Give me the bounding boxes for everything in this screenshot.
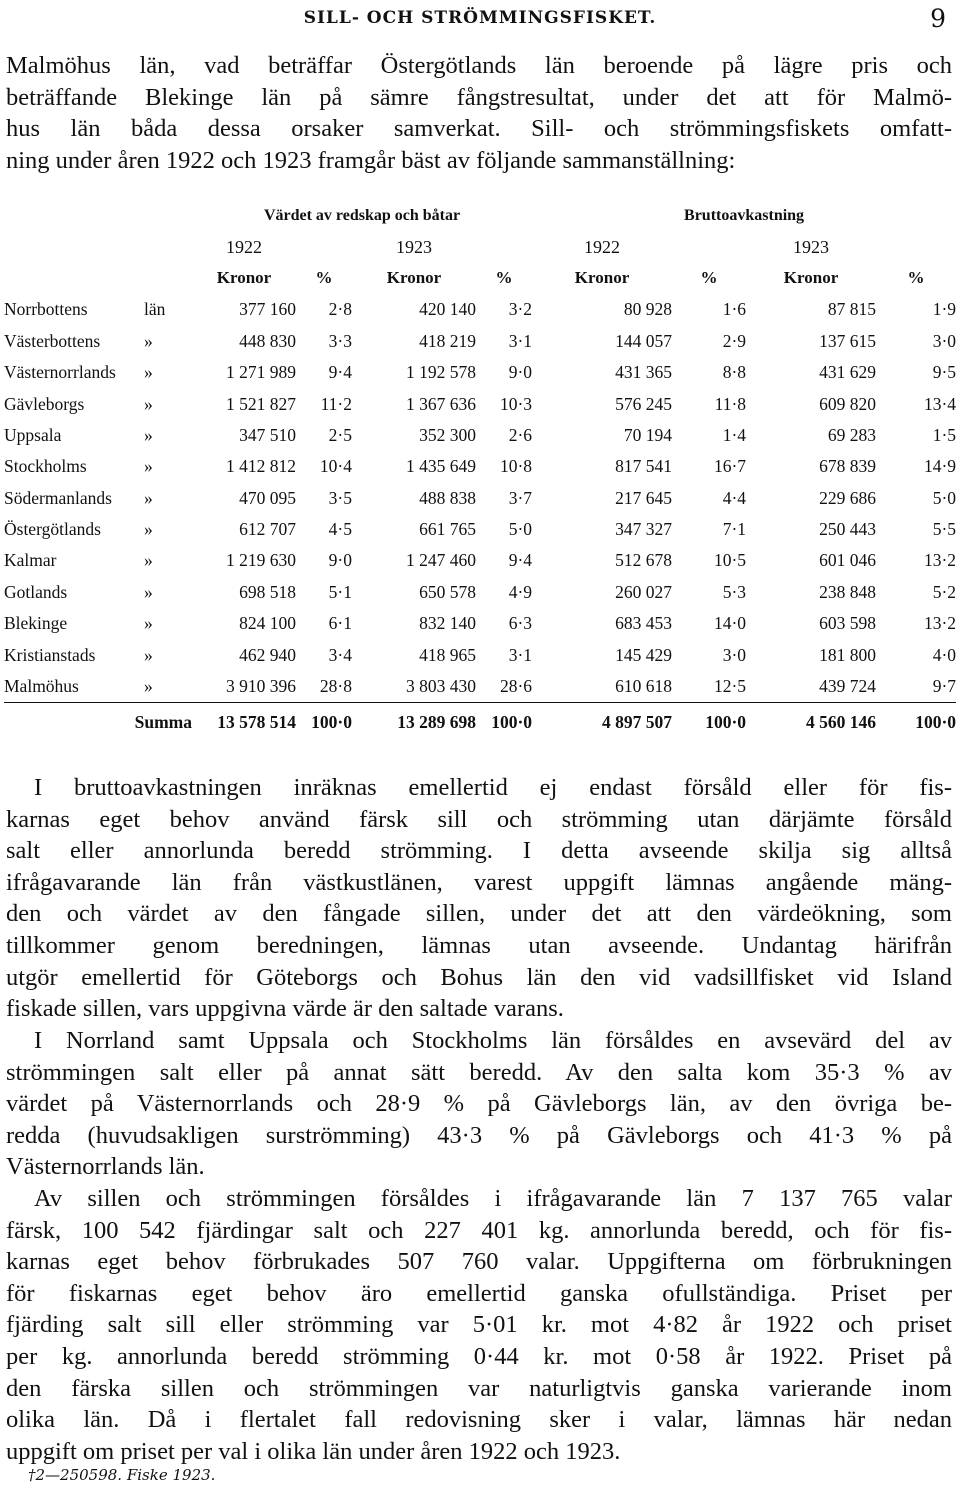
gear-percent-1923: 4·9 bbox=[508, 581, 533, 602]
gross-percent-1923: 5·2 bbox=[932, 581, 957, 602]
summa-percent: 100·0 bbox=[915, 711, 957, 732]
gear-percent-1922: 6·1 bbox=[328, 613, 352, 634]
summa-row bbox=[4, 703, 956, 742]
gear-percent-1923: 5·0 bbox=[508, 519, 533, 540]
gear-percent-1923: 9·4 bbox=[508, 550, 533, 571]
text-line: beträffande Blekinge län på sämre fångstresultat, under det att för Malmö- bbox=[6, 83, 952, 111]
text-line: fiskade sillen, vars uppgivna värde är den saltade varans. bbox=[6, 995, 564, 1023]
county-suffix: » bbox=[144, 519, 153, 540]
gross-percent-1922: 10·5 bbox=[713, 550, 747, 571]
text-line: utgör emellertid för Göteborgs och Bohus län den vid vadsillfisket vid Island bbox=[6, 963, 952, 991]
summa-label: Summa bbox=[134, 711, 192, 732]
year-header: 1923 bbox=[793, 236, 830, 257]
table-row bbox=[4, 357, 956, 388]
gross-value-1923: 69 283 bbox=[827, 424, 877, 445]
gross-value-1922: 260 027 bbox=[615, 581, 673, 602]
paragraph-intro bbox=[6, 50, 952, 176]
text-line: ning under åren 1922 och 1923 framgår bäst av följande sammanställning: bbox=[6, 146, 736, 174]
gear-value-1922: 1 521 827 bbox=[226, 393, 296, 414]
county-name: Kalmar bbox=[4, 550, 57, 571]
county-suffix: » bbox=[144, 487, 153, 508]
gear-percent-1922: 9·4 bbox=[328, 362, 352, 383]
gear-percent-1922: 9·0 bbox=[328, 550, 352, 571]
gear-value-1922: 347 510 bbox=[239, 424, 296, 445]
gear-value-1923: 418 965 bbox=[419, 644, 476, 665]
unit-header: % bbox=[700, 268, 718, 288]
gross-percent-1923: 13·4 bbox=[923, 393, 957, 414]
gross-value-1923: 601 046 bbox=[819, 550, 877, 571]
gross-percent-1922: 16·7 bbox=[713, 456, 747, 477]
summa-value: 13 578 514 bbox=[217, 711, 296, 732]
gear-percent-1922: 3·3 bbox=[328, 330, 352, 351]
text-line: ifrågavarande län från västkustlänen, varest uppgift lämnas angående mäng- bbox=[6, 868, 952, 896]
gear-value-1922: 824 100 bbox=[239, 613, 296, 634]
gross-percent-1922: 14·0 bbox=[713, 613, 747, 634]
gross-percent-1923: 13·2 bbox=[923, 613, 957, 634]
county-suffix: » bbox=[144, 424, 153, 445]
gross-value-1922: 70 194 bbox=[623, 424, 673, 445]
gross-value-1922: 431 365 bbox=[615, 362, 673, 383]
paragraph-gross-yield bbox=[6, 772, 952, 1025]
gross-value-1922: 145 429 bbox=[615, 644, 673, 665]
gross-value-1923: 238 848 bbox=[819, 581, 877, 602]
gross-value-1923: 603 598 bbox=[819, 613, 877, 634]
gear-percent-1922: 2·5 bbox=[328, 424, 352, 445]
gross-percent-1922: 4·4 bbox=[722, 487, 747, 508]
county-suffix: » bbox=[144, 456, 153, 477]
gear-percent-1922: 11·2 bbox=[320, 393, 352, 414]
gear-percent-1923: 3·1 bbox=[508, 644, 533, 665]
text-line: I bruttoavkastningen inräknas emellertid ej endast försåld eller för fis- bbox=[34, 774, 952, 801]
gear-value-1923: 488 838 bbox=[419, 487, 476, 508]
gross-percent-1923: 3·0 bbox=[932, 330, 957, 351]
gross-value-1922: 610 618 bbox=[532, 671, 672, 703]
summa-percent: 100·0 bbox=[311, 711, 352, 732]
table-row bbox=[4, 545, 956, 576]
summa-percent: 100·0 bbox=[491, 711, 533, 732]
year-header: 1922 bbox=[584, 236, 621, 257]
fishery-value-table bbox=[4, 200, 956, 741]
gross-value-1923: 229 686 bbox=[819, 487, 877, 508]
text-line: Västernorrlands län. bbox=[6, 1153, 205, 1181]
paragraph-sales bbox=[6, 1183, 952, 1467]
table-row bbox=[4, 420, 956, 451]
gross-percent-1923: 5·0 bbox=[932, 487, 957, 508]
county-name: Västerbottens bbox=[4, 330, 101, 351]
text-line: karnas eget behov använd färsk sill och strömming utan därjämte försåld bbox=[6, 805, 952, 833]
text-line: strömmingen salt eller på annat sätt beredd. Av den salta kom 35·3 % av bbox=[6, 1058, 952, 1086]
gear-value-header: Värdet av redskap och båtar bbox=[263, 206, 461, 224]
gross-percent-1922: 11·8 bbox=[714, 393, 747, 414]
gross-value-1923: 87 815 bbox=[827, 299, 877, 320]
county-name: Malmöhus bbox=[4, 671, 144, 703]
table-group-header-row bbox=[4, 200, 956, 231]
gross-value-1923: 181 800 bbox=[819, 644, 877, 665]
county-suffix: » bbox=[144, 671, 192, 703]
table-row bbox=[4, 608, 956, 639]
gross-percent-1923: 9·7 bbox=[876, 671, 956, 703]
text-line: redda (huvudsakligen surströmming) 43·3 % på Gävleborgs och 41·3 % på bbox=[6, 1121, 952, 1149]
gear-percent-1923: 2·6 bbox=[508, 424, 533, 445]
gross-value-1923: 678 839 bbox=[819, 456, 877, 477]
table-body bbox=[4, 294, 956, 703]
gross-percent-1922: 12·5 bbox=[672, 671, 746, 703]
gear-percent-1922: 3·4 bbox=[328, 644, 352, 665]
text-line: hus län båda dessa orsaker samverkat. Sill- och strömmingsfiskets omfatt- bbox=[6, 115, 952, 143]
gear-value-1922: 1 219 630 bbox=[226, 550, 296, 571]
footer-signature: †2—250598. Fiske 1923. bbox=[28, 1466, 216, 1484]
gear-value-1922: 470 095 bbox=[239, 487, 296, 508]
county-suffix: län bbox=[144, 299, 166, 320]
gear-value-1922: 377 160 bbox=[239, 299, 296, 320]
gross-value-1922: 144 057 bbox=[615, 330, 673, 351]
gross-value-1922: 347 327 bbox=[615, 519, 673, 540]
gear-percent-1923: 6·3 bbox=[508, 613, 533, 634]
gear-value-1922: 698 518 bbox=[239, 581, 296, 602]
table-row bbox=[4, 577, 956, 608]
gross-percent-1923: 9·5 bbox=[932, 362, 957, 383]
gear-value-1923: 1 367 636 bbox=[406, 393, 476, 414]
county-name: Norrbottens bbox=[4, 299, 88, 320]
county-name: Södermanlands bbox=[4, 487, 112, 508]
table-year-header-row bbox=[4, 231, 956, 262]
gross-percent-1922: 7·1 bbox=[722, 519, 747, 540]
county-name: Kristianstads bbox=[4, 644, 96, 665]
unit-header: % bbox=[907, 268, 925, 288]
county-name: Östergötlands bbox=[4, 519, 101, 540]
gear-value-1923: 832 140 bbox=[419, 613, 476, 634]
gross-value-1922: 817 541 bbox=[615, 456, 673, 477]
table-row bbox=[4, 326, 956, 357]
county-name: Gotlands bbox=[4, 581, 68, 602]
text-line: den och värdet av den fångade sillen, under det att den värdeökning, som bbox=[6, 900, 952, 928]
table-row bbox=[4, 671, 956, 703]
table-unit-header-row bbox=[4, 263, 956, 294]
table-row bbox=[4, 483, 956, 514]
gear-percent-1922: 5·1 bbox=[328, 581, 352, 602]
gross-percent-1923: 13·2 bbox=[923, 550, 957, 571]
gear-percent-1922: 28·8 bbox=[296, 671, 352, 703]
gross-value-1922: 80 928 bbox=[623, 299, 673, 320]
text-line: per kg. annorlunda beredd strömming 0·44 kr. mot 0·58 år 1922. Priset på bbox=[6, 1342, 952, 1370]
gross-value-1923: 137 615 bbox=[819, 330, 877, 351]
county-name: Stockholms bbox=[4, 456, 87, 477]
gross-value-1922: 683 453 bbox=[615, 613, 673, 634]
summa-value: 4 897 507 bbox=[602, 711, 673, 732]
gross-percent-1923: 4·0 bbox=[932, 644, 957, 665]
table-row bbox=[4, 294, 956, 325]
gross-value-1922: 576 245 bbox=[615, 393, 673, 414]
gross-percent-1922: 1·6 bbox=[722, 299, 747, 320]
gear-value-1922: 462 940 bbox=[239, 644, 296, 665]
gross-percent-1922: 8·8 bbox=[722, 362, 747, 383]
gear-value-1923: 1 192 578 bbox=[406, 362, 476, 383]
table-row bbox=[4, 451, 956, 482]
gear-value-1922: 448 830 bbox=[239, 330, 296, 351]
gross-percent-1923: 1·9 bbox=[932, 299, 957, 320]
text-line: karnas eget behov förbrukades 507 760 valar. Uppgifterna om förbrukningen bbox=[6, 1248, 952, 1276]
table-row bbox=[4, 514, 956, 545]
county-suffix: » bbox=[144, 613, 153, 634]
gear-value-1922: 1 271 989 bbox=[226, 362, 296, 383]
county-suffix: » bbox=[144, 581, 153, 602]
county-suffix: » bbox=[144, 393, 153, 414]
gross-value-1923: 439 724 bbox=[746, 671, 876, 703]
gross-percent-1923: 5·5 bbox=[932, 519, 957, 540]
gear-value-1922: 612 707 bbox=[239, 519, 296, 540]
county-suffix: » bbox=[144, 330, 153, 351]
gear-value-1922: 3 910 396 bbox=[192, 671, 296, 703]
year-header: 1922 bbox=[226, 236, 262, 257]
gear-value-1923: 418 219 bbox=[419, 330, 476, 351]
gear-percent-1923: 3·1 bbox=[508, 330, 533, 351]
gear-value-1923: 352 300 bbox=[419, 424, 476, 445]
table-row bbox=[4, 639, 956, 670]
paragraph-norrland bbox=[6, 1025, 952, 1183]
gross-percent-1922: 3·0 bbox=[722, 644, 747, 665]
county-suffix: » bbox=[144, 644, 153, 665]
text-line: färsk, 100 542 fjärdingar salt och 227 401 kg. annorlunda beredd, och för fis- bbox=[6, 1216, 952, 1244]
text-line: olika län. Då i flertalet fall redovisning sker i valar, lämnas här nedan bbox=[6, 1406, 952, 1434]
gear-value-1923: 3 803 430 bbox=[352, 671, 476, 703]
gross-value-1922: 512 678 bbox=[615, 550, 673, 571]
gear-value-1923: 1 435 649 bbox=[406, 456, 476, 477]
text-line: för fiskarnas eget behov äro emellertid ganska ofullständiga. Priset per bbox=[6, 1279, 952, 1307]
gear-value-1923: 661 765 bbox=[419, 519, 476, 540]
page-number: 9 bbox=[930, 4, 946, 33]
gross-value-1923: 250 443 bbox=[819, 519, 877, 540]
text-line: tillkommer genom beredningen, lämnas utan avseende. Undantag härifrån bbox=[6, 931, 952, 959]
county-name: Västernorrlands bbox=[4, 362, 116, 383]
text-line: fjärding salt sill eller strömming var 5·01 kr. mot 4·82 år 1922 och priset bbox=[6, 1311, 952, 1339]
summa-percent: 100·0 bbox=[705, 711, 747, 732]
gear-percent-1923: 3·7 bbox=[508, 487, 533, 508]
text-line: Av sillen och strömmingen försåldes i ifrågavarande län 7 137 765 valar bbox=[34, 1185, 952, 1212]
unit-header: Kronor bbox=[574, 268, 630, 288]
gross-percent-1923: 1·5 bbox=[932, 424, 957, 445]
text-line: värdet på Västernorrlands och 28·9 % på Gävleborgs län, av den övriga be- bbox=[6, 1090, 952, 1118]
text-line: uppgift om priset per val i olika län under åren 1922 och 1923. bbox=[6, 1437, 621, 1465]
gross-value-1923: 609 820 bbox=[819, 393, 877, 414]
text-line: Malmöhus län, vad beträffar Östergötlands län beroende på lägre pris och bbox=[6, 52, 952, 79]
running-title: SILL- OCH STRÖMMINGSFISKET. bbox=[303, 8, 657, 28]
unit-header: Kronor bbox=[386, 268, 442, 288]
text-line: den färska sillen och strömmingen var naturligtvis ganska varierande inom bbox=[6, 1374, 952, 1402]
table-row bbox=[4, 388, 956, 419]
text-line: salt eller annorlunda beredd strömming. I detta avseende skilja sig alltså bbox=[6, 837, 952, 865]
gear-percent-1923: 9·0 bbox=[508, 362, 533, 383]
county-suffix: » bbox=[144, 550, 153, 571]
gear-percent-1922: 4·5 bbox=[328, 519, 352, 540]
gross-percent-1923: 14·9 bbox=[923, 456, 957, 477]
county-suffix: » bbox=[144, 362, 153, 383]
gross-yield-header: Bruttoavkastning bbox=[684, 206, 805, 224]
gear-percent-1922: 3·5 bbox=[328, 487, 352, 508]
gear-percent-1923: 3·2 bbox=[508, 299, 533, 320]
gross-percent-1922: 5·3 bbox=[722, 581, 747, 602]
gear-value-1922: 1 412 812 bbox=[226, 456, 296, 477]
text-line: I Norrland samt Uppsala och Stockholms län försåldes en avsevärd del av bbox=[34, 1027, 952, 1054]
page-header bbox=[0, 4, 960, 32]
county-name: Gävleborgs bbox=[4, 393, 85, 414]
gear-value-1923: 420 140 bbox=[419, 299, 476, 320]
gear-percent-1923: 10·3 bbox=[499, 393, 533, 414]
unit-header: Kronor bbox=[783, 268, 839, 288]
gear-percent-1922: 2·8 bbox=[328, 299, 352, 320]
gross-percent-1922: 1·4 bbox=[722, 424, 747, 445]
unit-header: % bbox=[495, 268, 513, 288]
gross-percent-1922: 2·9 bbox=[722, 330, 747, 351]
county-name: Blekinge bbox=[4, 613, 68, 634]
summa-value: 13 289 698 bbox=[397, 711, 476, 732]
gear-percent-1922: 10·4 bbox=[319, 456, 352, 477]
unit-header: % bbox=[315, 268, 333, 288]
gear-value-1923: 1 247 460 bbox=[406, 550, 476, 571]
gross-value-1922: 217 645 bbox=[615, 487, 673, 508]
gear-value-1923: 650 578 bbox=[419, 581, 476, 602]
county-name: Uppsala bbox=[4, 424, 62, 445]
summa-value: 4 560 146 bbox=[806, 711, 877, 732]
gear-percent-1923: 28·6 bbox=[476, 671, 532, 703]
year-header: 1923 bbox=[396, 236, 432, 257]
unit-header: Kronor bbox=[216, 268, 272, 288]
gear-percent-1923: 10·8 bbox=[499, 456, 533, 477]
gross-value-1923: 431 629 bbox=[819, 362, 877, 383]
